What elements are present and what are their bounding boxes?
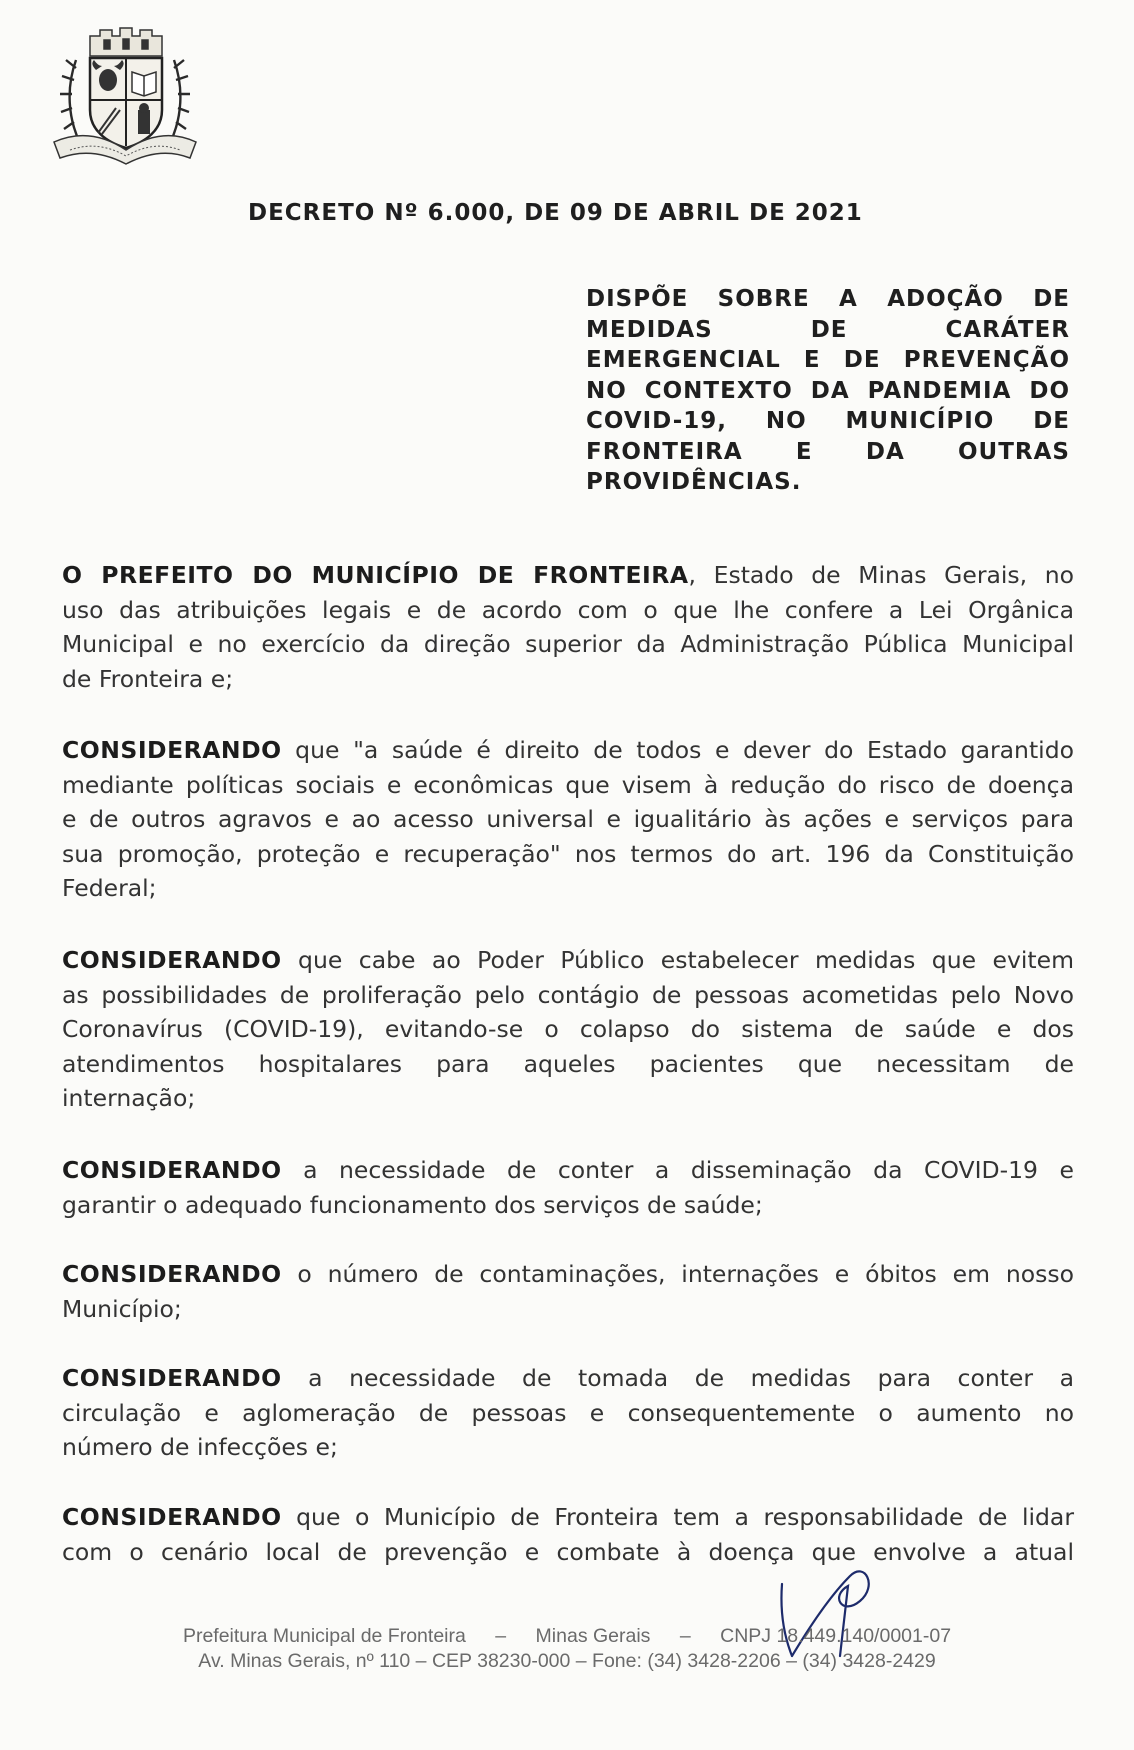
summary-line: FRONTEIRA E DA OUTRAS [586,438,1070,465]
coat-of-arms-icon [50,18,200,168]
footer-institution: Prefeitura Municipal de Fronteira [182,1625,466,1647]
paragraph-text: Município; [62,1294,182,1323]
considerando-paragraph [62,733,1074,906]
paragraph-text: internação; [62,1084,196,1112]
paragraph-text: uso das atribuições legais e de acordo com o que lhe confere a Lei Orgânica [62,595,1074,624]
paragraph-text: sua promoção, proteção e recuperação" nos termos do art. 196 da Constituição [62,839,1074,868]
paragraph-text: número de infecções e; [62,1433,338,1461]
paragraph-text: circulação e aglomeração de pessoas e consequentemente o aumento no [62,1398,1074,1427]
paragraph-text: a necessidade de tomada de medidas para conter a [281,1364,1074,1392]
footer-separator: – [679,1625,691,1647]
paragraph-text: e de outros agravos e ao acesso universal e igualitário às ações e serviços para [62,805,1074,833]
footer-line-1 [0,1625,1134,1648]
paragraph-text: Federal; [62,874,157,902]
paragraph-text: o número de contaminações, internações e óbitos em nosso [281,1260,1074,1288]
preamble-paragraph [62,558,1074,696]
paragraph-text: que cabe ao Poder Público estabelecer medidas que evitem [281,946,1074,974]
paragraph-text: as possibilidades de proliferação pelo contágio de pessoas acometidas pelo Novo [62,980,1074,1009]
decree-summary [586,284,1070,498]
footer-address: Av. Minas Gerais, nº 110 – CEP 38230-000 – Fone: (34) 3428-2206 – (34) 3428-2429 [198,1650,936,1672]
considerando-label: CONSIDERANDO [62,1260,282,1288]
summary-line: EMERGENCIAL E DE PREVENÇÃO [586,347,1070,373]
considerando-paragraph [62,943,1074,1116]
paragraph-text: que o Município de Fronteira tem a responsabilidade de lidar [281,1503,1074,1531]
considerando-label: CONSIDERANDO [62,1503,282,1531]
footer-state: Minas Gerais [535,1625,651,1647]
paragraph-text: garantir o adequado funcionamento dos serviços de saúde; [62,1190,763,1219]
considerando-paragraph [62,1500,1074,1569]
considerando-label: CONSIDERANDO [62,946,282,974]
summary-line: COVID-19, NO MUNICÍPIO DE [586,408,1070,434]
paragraph-text: mediante políticas sociais e econômicas que visem à redução do risco de doença [62,770,1074,799]
considerando-paragraph [62,1153,1074,1222]
mayor-heading: O PREFEITO DO MUNICÍPIO DE FRONTEIRA [62,561,689,589]
footer-separator: – [495,1625,507,1647]
considerando-label: CONSIDERANDO [62,736,282,764]
paragraph-text: atendimentos hospitalares para aqueles pacientes que necessitam de [62,1049,1074,1078]
paragraph-text: a necessidade de conter a disseminação da COVID-19 e [281,1156,1074,1184]
paragraph-text: que "a saúde é direito de todos e dever do Estado garantido [281,736,1074,764]
summary-line: MEDIDAS DE CARÁTER [586,316,1070,343]
considerando-paragraph [62,1257,1074,1326]
paragraph-text: de Fronteira e; [62,664,234,693]
paragraph-text: com o cenário local de prevenção e combate à doença que envolve a atual [62,1537,1074,1566]
considerando-label: CONSIDERANDO [62,1156,282,1184]
considerando-label: CONSIDERANDO [62,1364,282,1392]
footer-cnpj: CNPJ 18.449.140/0001-07 [720,1625,952,1647]
paragraph-text: Coronavírus (COVID-19), evitando-se o colapso do sistema de saúde e dos [62,1015,1074,1043]
considerando-paragraph [62,1361,1074,1465]
paragraph-text: Municipal e no exercício da direção superior da Administração Pública Municipal [62,630,1074,658]
summary-line: NO CONTEXTO DA PANDEMIA DO [586,377,1070,404]
decree-title: DECRETO Nº 6.000, DE 09 DE ABRIL DE 2021 [248,200,863,226]
summary-line: PROVIDÊNCIAS. [586,469,802,495]
paragraph-text: , Estado de Minas Gerais, no [688,561,1074,589]
summary-line: DISPÕE SOBRE A ADOÇÃO DE [586,286,1070,312]
